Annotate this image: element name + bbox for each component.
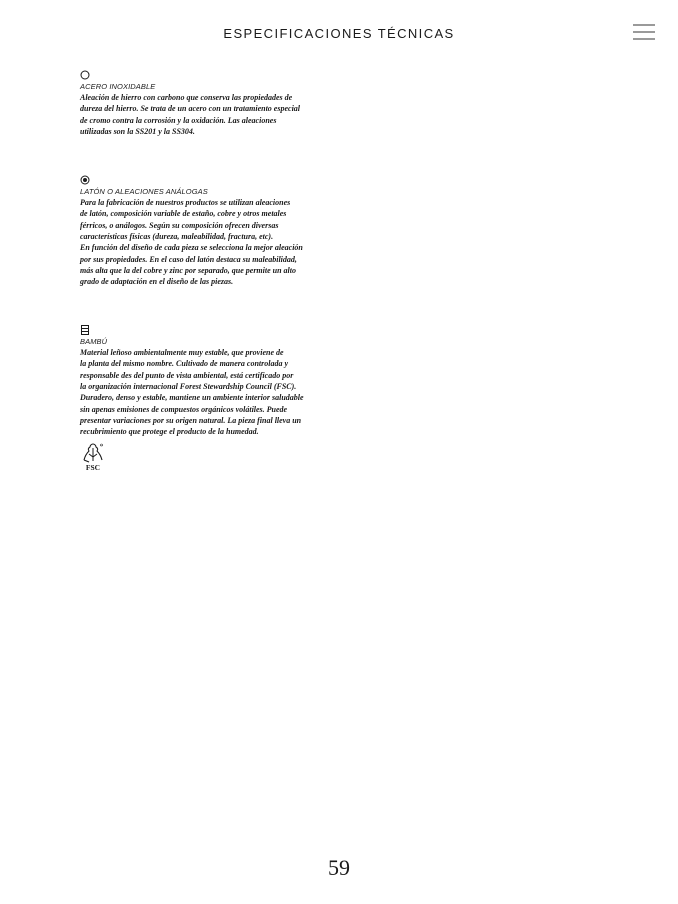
bamboo-icon <box>80 325 90 335</box>
body-line: responsable des del punto de vista ambiental, está certificado por <box>80 370 294 380</box>
body-line: sin apenas emisiones de compuestos orgánicos volátiles. Puede <box>80 404 288 414</box>
hamburger-menu-icon <box>633 24 655 26</box>
section-body <box>80 347 350 438</box>
section-heading: BAMBÚ <box>80 337 108 346</box>
page-title: ESPECIFICACIONES TÉCNICAS <box>223 26 455 41</box>
body-line: Para la fabricación de nuestros productos se utilizan aleaciones <box>80 198 291 207</box>
fsc-label: FSC <box>85 463 101 472</box>
section-heading: LATÓN O ALEACIONES ANÁLOGAS <box>80 187 208 196</box>
body-line: la planta del mismo nombre. Cultivado de manera controlada y <box>80 359 289 369</box>
body-line: grado de adaptación en el diseño de las piezas. <box>80 277 234 287</box>
menu-button[interactable] <box>633 23 655 41</box>
body-line: férricos, o análogos. Según su composición ofrecen diversas <box>80 220 279 230</box>
circle-outline-icon <box>80 70 90 80</box>
body-line: de latón, composición variable de estaño, cobre y otros metales <box>80 209 287 219</box>
body-line: utilizadas son la SS201 y la SS304. <box>80 127 195 137</box>
fsc-tree-logo-icon <box>80 442 106 472</box>
body-line: presentar variaciones por su origen natural. La pieza final lleva un <box>80 416 302 426</box>
body-line: En función del diseño de cada pieza se selecciona la mejor aleación <box>80 243 303 253</box>
body-line: de cromo contra la corrosión y la oxidación. Las aleaciones <box>80 115 277 125</box>
circle-dot-icon <box>80 175 90 185</box>
body-line: recubrimiento que protege el producto de la humedad. <box>80 427 259 437</box>
body-line: más alta que la del cobre y zinc por separado, que permite un alto <box>80 266 296 276</box>
body-line: características físicas (dureza, maleabilidad, fractura, etc). <box>80 232 274 242</box>
body-line: Duradero, denso y estable, mantiene un ambiente interior saludable <box>80 393 304 403</box>
section-body <box>80 92 350 137</box>
section-heading: ACERO INOXIDABLE <box>80 82 156 91</box>
body-line: Material leñoso ambientalmente muy estable, que proviene de <box>80 348 284 357</box>
section-body <box>80 197 350 288</box>
body-line: por sus propiedades. En el caso del latón destaca su maleabilidad, <box>80 254 297 264</box>
section-bamboo <box>80 325 350 438</box>
section-stainless-steel <box>80 70 350 137</box>
page-number: 59 <box>328 855 350 880</box>
section-brass <box>80 175 350 288</box>
body-line: dureza del hierro. Se trata de un acero con un tratamiento especial <box>80 104 301 114</box>
body-line: Aleación de hierro con carbono que conserva las propiedades de <box>80 93 293 102</box>
body-line: la organización internacional Forest Stewardship Council (FSC). <box>80 382 297 392</box>
